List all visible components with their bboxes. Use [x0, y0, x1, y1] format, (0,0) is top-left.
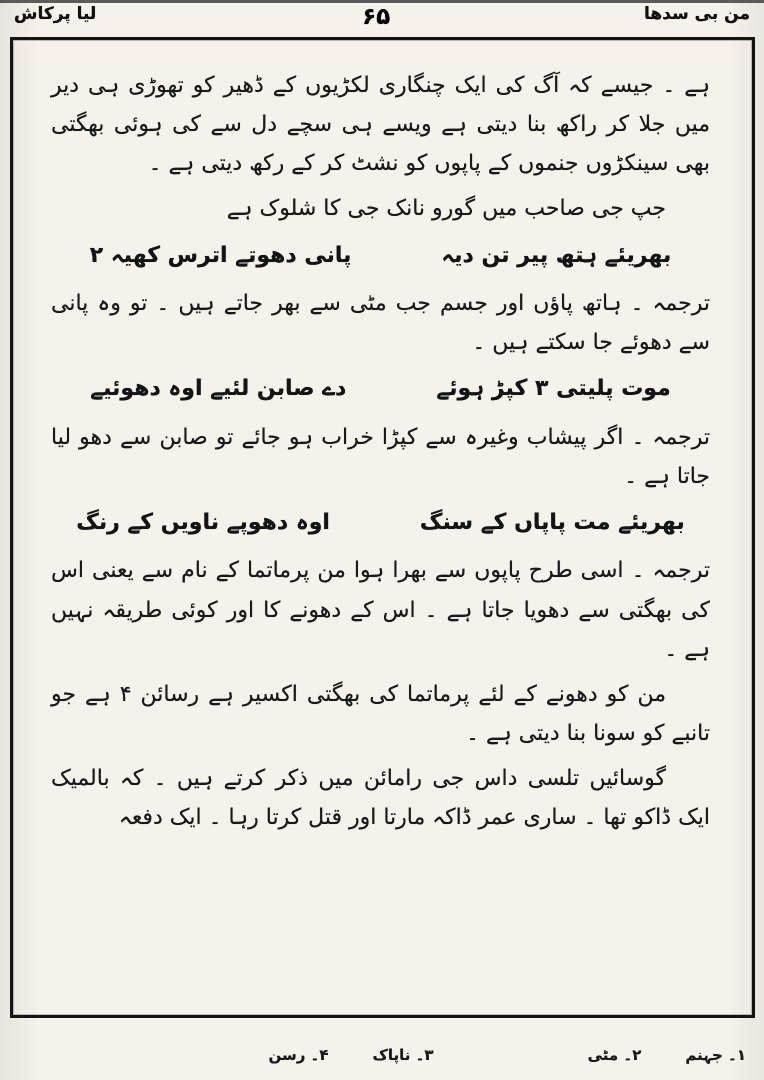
paragraph-translation-3: ترجمہ ۔ اسی طرح پاپوں سے بھرا ہوا من پرماتما کے نام سے یعنی اس کی بھگتی سے دھویا جاتا ہے ۔ اس کے دھونے کا اور کوئی طریقہ نہیں ہے ۔	[51, 558, 710, 662]
scan-top-edge	[0, 0, 764, 3]
verse-line-2	[51, 370, 710, 407]
footnote-2: ۲۔ مٹی	[587, 1046, 642, 1064]
page-number: ۶۵	[362, 4, 391, 30]
running-header	[14, 4, 750, 34]
verse-hemistich-right: بھریئے مت پاپاں کے سنگ	[419, 510, 685, 536]
verse-line-3	[51, 504, 710, 541]
verse-line-1	[51, 237, 710, 274]
header-right-title: من بی سدھا	[644, 4, 750, 24]
paragraph-tulsidas-valmik: گوسائیں تلسی داس جی رامائن میں ذکر کرتے ہیں ۔ کہ بالمیک ایک ڈاکو تھا ۔ ساری عمر ڈاکہ مارتا اور قتل کرتا رہا ۔ ایک دفعہ	[51, 766, 710, 831]
header-left-title: لیا پرکاش	[14, 4, 97, 24]
verse-hemistich-left: دے صابن لئیے اوہ دھوئیے	[90, 376, 347, 402]
verse-hemistich-left: پانی دھوتے اترس کھیہ ۲	[89, 242, 352, 268]
footnote-3: ۳۔ ناپاک	[372, 1046, 434, 1064]
paragraph-japji-intro: جپ جی صاحب میں گورو نانک جی کا شلوک ہے	[226, 196, 666, 222]
paragraph-translation-2: ترجمہ ۔ اگر پیشاب وغیرہ سے کپڑا خراب ہو جائے تو صابن سے دھو لیا جاتا ہے ۔	[51, 424, 710, 489]
verse-hemistich-left: اوہ دھوپے ناویں کے رنگ	[76, 510, 330, 536]
paragraph-translation-1: ترجمہ ۔ ہاتھ پاؤں اور جسم جب مٹی سے بھر جاتے ہیں ۔ تو وہ پانی سے دھوئے جا سکتے ہیں ۔	[51, 291, 710, 356]
verse-hemistich-right: موت پلیتی ۳ کپڑ ہوئے	[436, 376, 671, 402]
paragraph-continuation: ہے ۔ جیسے کہ آگ کی ایک چنگاری لکڑیوں کے ڈھیر کو تھوڑی ہی دیر میں جلا کر راکھ بنا دیتی ہے ویسے ہی سچے دل سے کی ہوئی بھگتی بھی سینکڑوں جنموں کے پاپوں کو نشٹ کر کے رکھ دیتی ہے ۔	[51, 73, 710, 177]
footnote-4: ۴۔ رسن	[268, 1046, 329, 1064]
paragraph-bhagti-elixir: من کو دھونے کے لئے پرماتما کی بھگتی اکسیر ہے رسائن ۴ ہے جو تانبے کو سونا بنا دیتی ہے ۔	[51, 681, 710, 747]
footnote-1: ۱۔ جہنم	[685, 1046, 746, 1064]
text-frame	[10, 37, 755, 1018]
verse-hemistich-right: بھریئے ہتھ پیر تن دیہ	[441, 242, 672, 268]
footnotes-row	[18, 1046, 746, 1064]
